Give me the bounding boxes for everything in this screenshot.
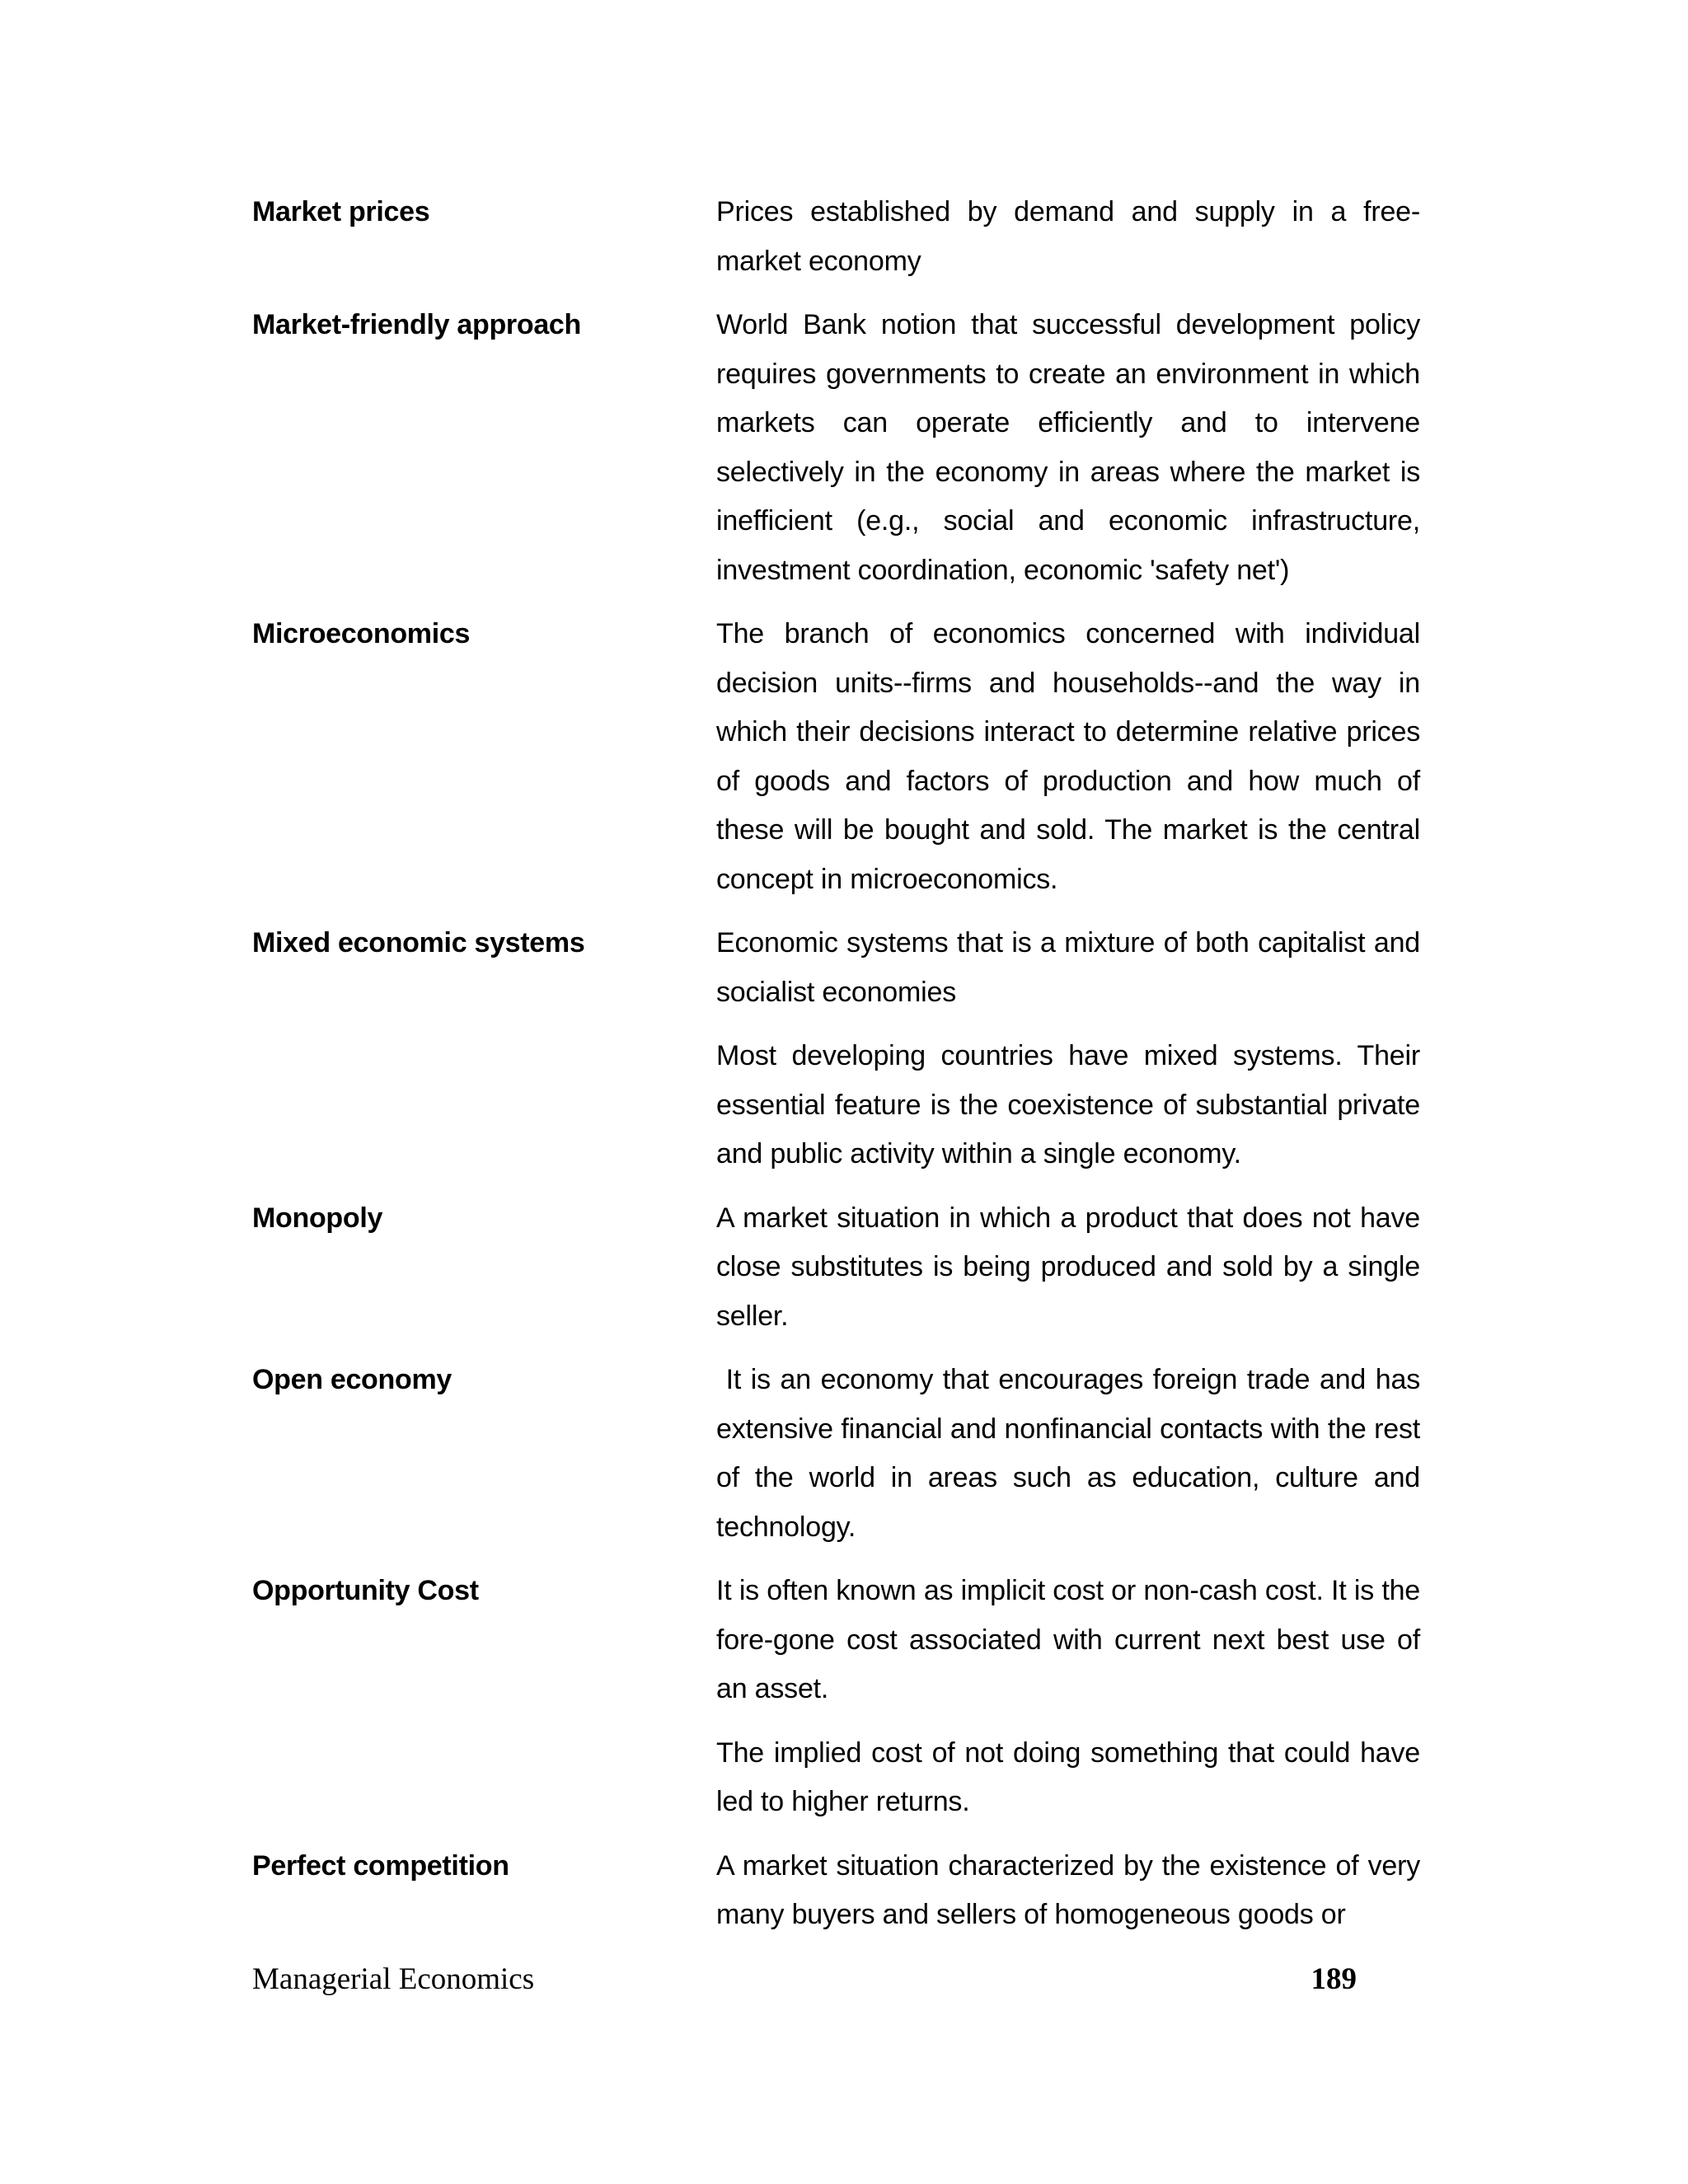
- glossary-definition: World Bank notion that successful development policy requires governments to create an environment in which markets can operate efficiently and to intervene selectively in the economy in areas where the market is inefficient (e.g., social and economic infrastructure, investment coordination, economic 'safety net'): [716, 309, 1420, 586]
- glossary-definition: A market situation characterized by the existence of very many buyers and sellers of homogeneous goods or: [716, 1849, 1420, 1930]
- glossary-entry: [252, 610, 1420, 904]
- glossary-entry: [252, 919, 1420, 1179]
- glossary-definition: Economic systems that is a mixture of both capitalist and socialist economies: [716, 927, 1420, 1008]
- glossary-definitions: [716, 1356, 1428, 1552]
- glossary-term: Mixed economic systems: [252, 927, 585, 958]
- glossary-entry: [252, 1194, 1420, 1342]
- glossary-definition: It is an economy that encourages foreign trade and has extensive financial and nonfinancial contacts with the rest of the world in areas such as education, culture and technology.: [716, 1364, 1428, 1543]
- glossary-list: [252, 188, 1428, 1955]
- glossary-entry: [252, 188, 1420, 286]
- glossary-definitions: [716, 1194, 1420, 1342]
- glossary-entry: [252, 1842, 1420, 1940]
- glossary-term: Open economy: [252, 1364, 452, 1395]
- glossary-term: Opportunity Cost: [252, 1575, 479, 1606]
- glossary-definition: Prices established by demand and supply in a free-market economy: [716, 196, 1420, 277]
- glossary-entry: [252, 301, 1420, 595]
- footer-title: Managerial Economics: [252, 1962, 535, 1996]
- glossary-definitions: [716, 188, 1420, 286]
- glossary-definitions: [716, 301, 1420, 595]
- glossary-term: Monopoly: [252, 1202, 383, 1234]
- glossary-definitions: [716, 610, 1420, 904]
- glossary-entry: [252, 1356, 1428, 1552]
- glossary-term: Perfect competition: [252, 1849, 509, 1882]
- glossary-entry: [252, 1567, 1420, 1827]
- page-footer: [252, 1961, 1357, 1997]
- glossary-definitions: [716, 919, 1420, 1179]
- glossary-definitions: [716, 1842, 1420, 1940]
- glossary-definition: Most developing countries have mixed systems. Their essential feature is the coexistence of substantial private and public activity within a single economy.: [716, 1040, 1420, 1169]
- glossary-definitions: [716, 1567, 1420, 1827]
- glossary-term: Market-friendly approach: [252, 309, 582, 340]
- page-number: 189: [1311, 1962, 1357, 1996]
- glossary-definition: The branch of economics concerned with individual decision units--firms and households--and the way in which their decisions interact to determine relative prices of goods and factors of production and how much of these will be bought and sold. The market is the central concept in microeconomics.: [716, 618, 1420, 895]
- glossary-definition: A market situation in which a product that does not have close substitutes is being produced and sold by a single seller.: [716, 1202, 1420, 1332]
- glossary-term: Microeconomics: [252, 618, 471, 649]
- glossary-definition: The implied cost of not doing something that could have led to higher returns.: [716, 1736, 1420, 1817]
- glossary-term: Market prices: [252, 196, 430, 227]
- glossary-definition: It is often known as implicit cost or non-cash cost. It is the fore-gone cost associated with current next best use of an asset.: [716, 1575, 1420, 1704]
